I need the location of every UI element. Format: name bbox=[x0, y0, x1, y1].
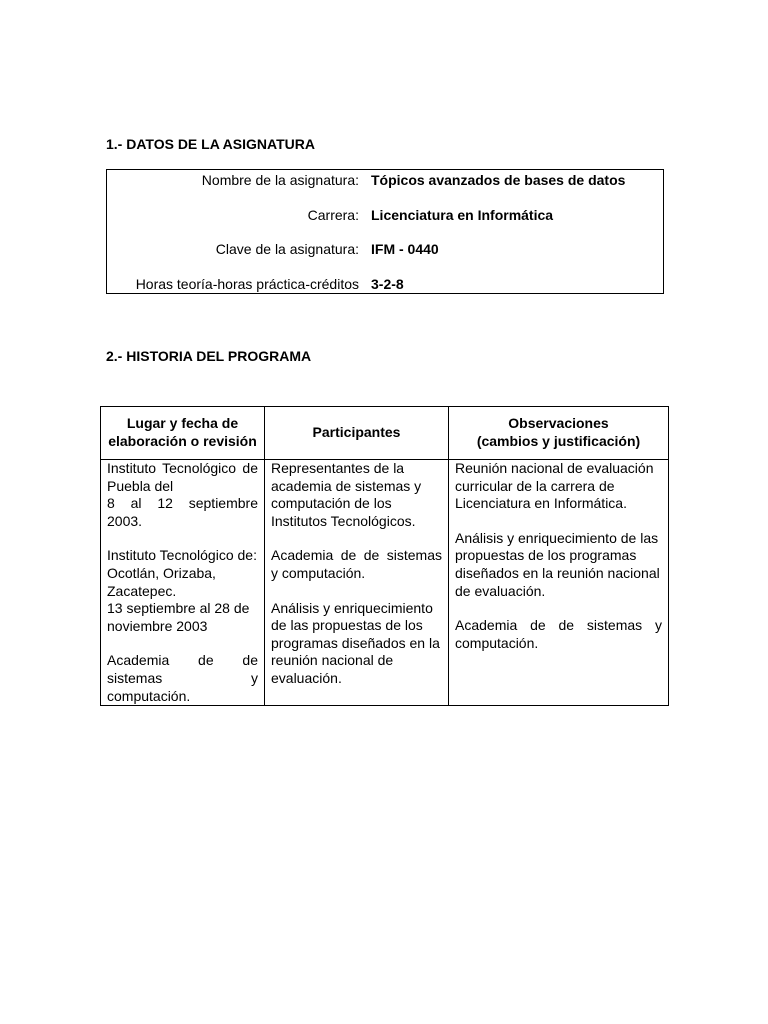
datos-value-carrera: Licenciatura en Informática bbox=[371, 207, 554, 223]
lugar-entry-3: Academia de de sistemas y computación. bbox=[107, 652, 258, 704]
observaciones-entry-1: Reunión nacional de evaluación curricular de la carrera de Licenciatura en Informática. bbox=[455, 460, 654, 512]
datos-row-clave bbox=[107, 239, 663, 259]
observaciones-entry-2: Análisis y enriquecimiento de las propuestas de los programas diseñados en la reunión nacional de evaluación. bbox=[455, 529, 660, 599]
lugar-entry-1: Instituto Tecnológico de Puebla del 8 al 12 septiembre 2003. bbox=[107, 460, 258, 529]
lugar-entry-2: Instituto Tecnológico de: Ocotlán, Orizaba, Zacatepec. 13 septiembre al 28 de noviembre 2003 bbox=[107, 547, 257, 634]
participantes-entry-3: Análisis y enriquecimiento de las propuestas de los programas diseñados en la reunión nacional de evaluación. bbox=[271, 599, 440, 686]
datos-row-carrera bbox=[107, 205, 663, 225]
header-participantes: Participantes bbox=[265, 407, 449, 460]
participantes-entry-1: Representantes de la academia de sistemas y computación de los Institutos Tecnológicos. bbox=[271, 460, 422, 529]
datos-label-clave: Clave de la asignatura: bbox=[215, 241, 359, 257]
col-lugar-fecha bbox=[101, 460, 265, 706]
datos-label-horas: Horas teoría-horas práctica-créditos bbox=[135, 276, 359, 292]
participantes-entry-2: Academia de de sistemas y computación. bbox=[271, 547, 442, 581]
historia-table bbox=[100, 406, 669, 706]
col-participantes bbox=[265, 460, 449, 706]
datos-value-nombre: Tópicos avanzados de bases de datos bbox=[371, 172, 626, 188]
historia-header-row bbox=[101, 407, 669, 460]
datos-label-nombre: Nombre de la asignatura: bbox=[201, 172, 359, 188]
header-lugar-fecha: Lugar y fecha de elaboración o revisión bbox=[101, 407, 265, 460]
observaciones-entry-3: Academia de de sistemas y computación. bbox=[455, 617, 662, 651]
section-2-title: 2.- HISTORIA DEL PROGRAMA bbox=[106, 348, 312, 364]
datos-value-clave: IFM - 0440 bbox=[371, 241, 439, 257]
header-observaciones: Observaciones (cambios y justificación) bbox=[449, 407, 669, 460]
datos-asignatura-box bbox=[106, 169, 664, 294]
datos-row-nombre bbox=[107, 170, 663, 190]
datos-value-horas: 3-2-8 bbox=[371, 276, 404, 292]
datos-label-carrera: Carrera: bbox=[307, 207, 359, 223]
historia-body-row bbox=[101, 460, 669, 706]
datos-row-horas bbox=[107, 274, 663, 294]
section-1-title: 1.- DATOS DE LA ASIGNATURA bbox=[106, 136, 315, 152]
col-observaciones bbox=[449, 460, 669, 706]
